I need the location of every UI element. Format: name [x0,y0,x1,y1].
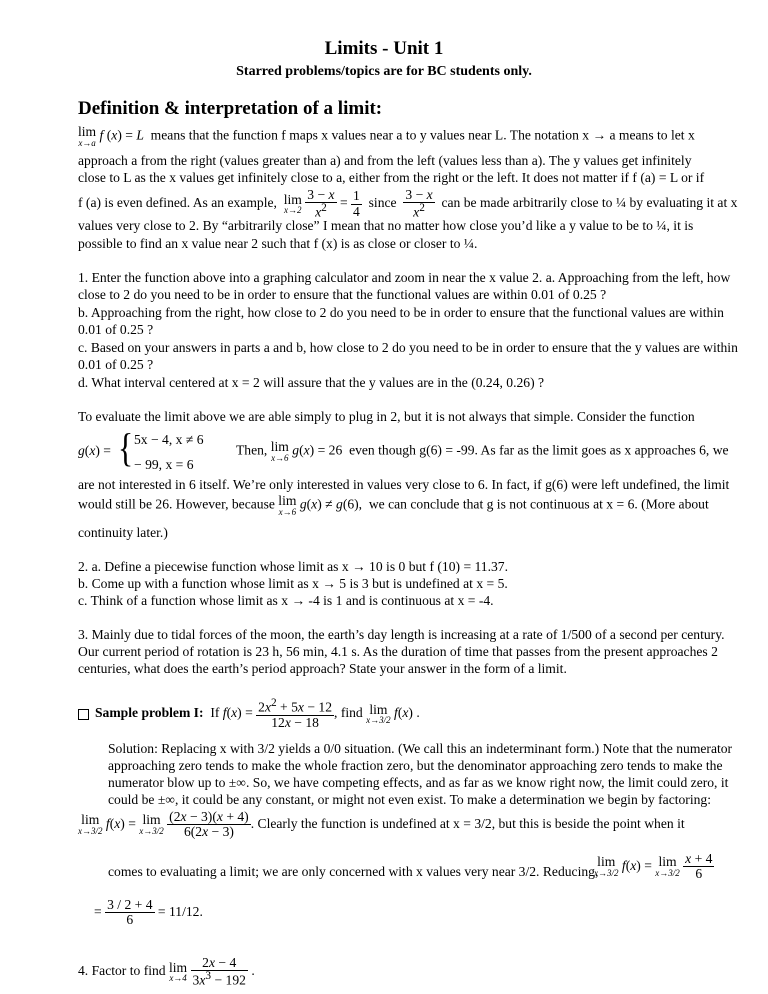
definition-line-4: f (a) is even defined. As an example, lim x→2 $\frac{3 - x}{x^2}$ = $\frac{1}{4}$ since $\frac{3 - x}{x^2}$ can be made arbitrarily close to ¼ by evaluating it at x [78,187,738,220]
fraction: $\frac{2x - 4}{3x^3 - 192}$ [192,955,246,988]
fraction: $\frac{1}{4}$ [353,188,360,219]
lim-notation: lim x→3/2 [78,812,103,837]
piecewise-intro: To evaluate the limit above we are able simply to plug in 2, but it is not always that simple. Consider the function [78,409,695,424]
left-brace: { [117,425,134,470]
reduced-limit: lim x→3/2 f(x) = lim x→3/2 $\frac{x + 4}{6}$ [594,851,713,882]
section-heading: Definition & interpretation of a limit: [78,98,383,119]
lim-notation: lim x→3/2 [594,854,619,879]
lim-notation: lim x→3/2 [366,701,391,726]
problem-1c-line-2: 0.01 of 0.25 ? [78,357,154,372]
problem-2a: 2. a. Define a piecewise function whose limit as x → 10 is 0 but f (10) = 11.37. [78,559,508,574]
solution-line-3: numerator blow up to ±∞. So, we have competing effects, and as far as we know right now, the limit could zero, it [108,775,729,790]
problem-4: 4. Factor to find lim x→4 $\frac{2x - 4}{3x^3 - 192}$ . [78,955,255,988]
problem-1b-line-1: b. Approaching from the right, how close to 2 do you need to be in order to ensure that the functional values are within [78,305,724,320]
piecewise-line-4: continuity later.) [78,525,168,540]
page-subtitle: Starred problems/topics are for BC students only. [236,64,532,79]
definition-line-1: lim x→a f (x) = L means that the function f maps x values near a to y values near L. The notation x → a means to let x [78,124,695,148]
fraction: $\frac{x + 4}{6}$ [685,851,713,882]
lim-notation: lim x→3/2 [655,854,680,879]
sample-problem-line: Sample problem I: If f(x) = $\frac{2x^2 + 5x - 12}{12x - 18}$ , find lim x→3/2 f(x) . [78,698,420,730]
piecewise-then-line: Then, lim x→6 g(x) = 26 even though g(6) = -99. As far as the limit goes as x approaches 6, we [236,439,729,463]
fraction: $\frac{3 - x}{x^2}$ [307,187,335,220]
lim-notation: lim x→2 [283,191,302,216]
solution-line-1: Solution: Replacing x with 3/2 yields a 0/0 situation. (We call this an indeterminant form.) Note that the numerator [108,741,733,756]
evaluation-line: = $\frac{3 / 2 + 4}{6}$ = 11/12. [94,897,203,928]
factoring-line: lim x→3/2 f(x) = lim x→3/2 $\frac{(2x - 3)(x + 4)}{6(2x - 3)}$ . Clearly the function is undefined at x = 3/2, but this is beside the point when it [78,809,685,840]
definition-line-5: values very close to 2. By “arbitrarily close” I mean that no matter how close you’d like a y value to be to ¼, it is [78,218,694,233]
lim-notation: lim x→3/2 [139,812,164,837]
problem-1c-line-1: c. Based on your answers in parts a and b, how close to 2 do you need to be in order to ensure that the y values are within [78,340,738,355]
definition-line-6: possible to find an x value near 2 such that f (x) is as close or closer to ¼. [78,236,478,251]
fraction: $\frac{3 / 2 + 4}{6}$ [107,897,153,928]
definition-line-2: approach a from the right (values greater than a) and from the left (values less than a). The y values get infinitely [78,153,692,168]
solution-line-2: approaching zero tends to make the whole fraction zero, but the denominator approaching zero tends to make the [108,758,723,773]
fraction: $\frac{3 - x}{x^2}$ [405,187,433,220]
piecewise-case-2: − 99, x = 6 [134,457,194,472]
solution-line-6: comes to evaluating a limit; we are only concerned with x values very near 3/2. Reducing, [108,864,599,879]
lim-notation: lim x→4 [169,959,188,984]
problem-1a-line-1: 1. Enter the function above into a graphing calculator and zoom in near the x value 2. a. Approaching from the left, how [78,270,731,285]
piecewise-line-2: are not interested in 6 itself. We’re only interested in values very close to 6. In fact, if g(6) were left undefined, the limit [78,477,730,492]
problem-2c: c. Think of a function whose limit as x → -4 is 1 and is continuous at x = -4. [78,593,494,608]
problem-1b-line-2: 0.01 of 0.25 ? [78,322,154,337]
problem-3-line-3: centuries, what does the earth’s period approach? State your answer in the form of a limit. [78,661,567,676]
fraction: $\frac{(2x - 3)(x + 4)}{6(2x - 3)}$ [169,809,249,840]
problem-1a-line-2: close to 2 do you need to be in order to ensure that the functional values are within 0.01 of 0.25 ? [78,287,607,302]
problem-1d: d. What interval centered at x = 2 will assure that the y values are in the (0.24, 0.26) ? [78,375,545,390]
piecewise-line-3: would still be 26. However, because lim x→6 g(x) ≠ g(6), we can conclude that g is not continuous at x = 6. (More about [78,493,709,517]
solution-line-4: could be ±∞, it could be any constant, or might not even exist. To make a determination we begin by factoring: [108,792,711,807]
lim-notation: lim x→6 [278,493,297,517]
page-title: Limits - Unit 1 [324,38,444,59]
fraction: $\frac{2x^2 + 5x - 12}{12x - 18}$ [258,697,333,730]
lim-notation: lim x→6 [270,439,289,463]
problem-3-line-1: 3. Mainly due to tidal forces of the moon, the earth’s day length is increasing at a rate of 1/500 of a second per century. [78,627,725,642]
definition-line-3: close to L as the x values get infinitely close to a, either from the right or the left. It does not matter if f (a) = L or if [78,170,705,185]
problem-3-line-2: Our current period of rotation is 23 h, 56 min, 4.1 s. As the duration of time that passes from the present approaches 2 [78,644,718,659]
piecewise-g-label: g(x) = [78,443,111,458]
checkbox-icon [78,709,89,720]
lim-notation: lim x→a [78,124,97,148]
problem-2b: b. Come up with a function whose limit as x → 5 is 3 but is undefined at x = 5. [78,576,508,591]
piecewise-case-1: 5x − 4, x ≠ 6 [134,432,204,447]
